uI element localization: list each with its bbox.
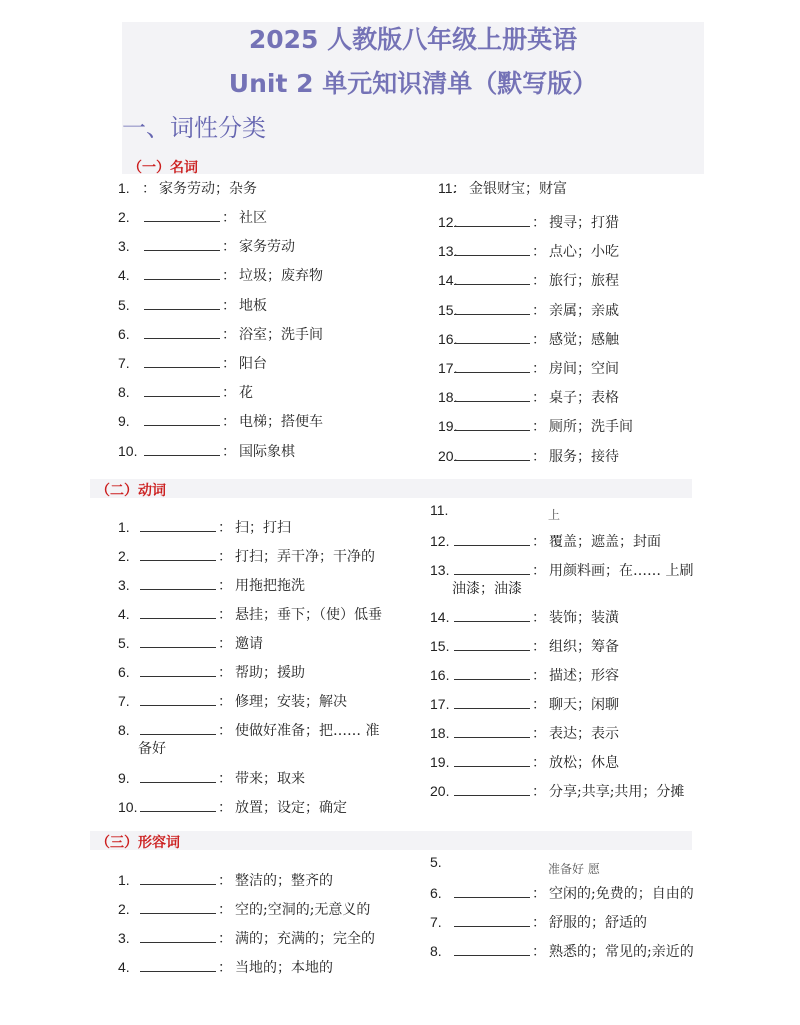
colon: ： <box>218 607 232 623</box>
colon: ： <box>222 385 236 402</box>
item-meaning: 扫；打扫 <box>235 520 291 536</box>
item-meaning: 房间；空间 <box>549 361 619 377</box>
colon: ： <box>532 419 546 436</box>
verb-right-item <box>430 666 619 686</box>
item-meaning: 厕所；洗手间 <box>549 419 633 436</box>
item-number: 4. <box>118 606 130 622</box>
colon: ： <box>218 902 232 918</box>
item-meaning: 花 <box>239 385 253 402</box>
noun-right-item <box>438 242 619 262</box>
item-meaning: 放松；休息 <box>549 755 619 771</box>
item-number: 14. <box>438 272 458 289</box>
item-meaning: 当地的；本地的 <box>235 960 333 976</box>
answer-blank <box>140 958 216 972</box>
colon: ： <box>532 534 546 550</box>
item-number: 15. <box>438 301 458 318</box>
verb-left-item <box>118 663 305 683</box>
item-number: 12. <box>430 533 450 549</box>
colon: ： <box>532 755 546 771</box>
verbs-heading: （二）动词 <box>96 483 166 499</box>
adjectives-band <box>90 831 692 850</box>
adj-left-item <box>118 900 370 920</box>
colon: ： <box>532 273 546 290</box>
colon: ： <box>222 210 236 226</box>
item-number: 2. <box>118 209 130 225</box>
item-number: 18. <box>430 725 450 741</box>
item-number: 3. <box>118 238 130 255</box>
answer-blank <box>140 900 216 914</box>
document-title: 2025 人教版八年级上册英语 <box>248 25 578 54</box>
colon: ： <box>218 694 232 710</box>
item-meaning: 浴室；洗手间 <box>239 326 323 343</box>
verb-right-item <box>430 724 619 744</box>
answer-blank <box>454 213 530 227</box>
item-number: 7. <box>118 693 130 709</box>
adj-right-item <box>430 884 694 904</box>
item-number: 5. <box>430 854 442 870</box>
item-number: 20. <box>438 447 458 464</box>
item-meaning: 垃圾；废弃物 <box>239 268 323 285</box>
colon: ： <box>532 944 546 960</box>
noun-right-item <box>438 359 619 379</box>
adj-left-item <box>118 929 375 949</box>
item-meaning: 感觉；感触 <box>549 331 619 348</box>
verb-left-item <box>118 547 375 567</box>
verb-right-item <box>430 753 619 773</box>
item-meaning: 悬挂；垂下；（使）低垂 <box>235 607 382 623</box>
answer-blank <box>454 666 530 680</box>
item-number: 13. <box>430 562 450 578</box>
colon: ： <box>218 931 232 947</box>
colon: ： <box>532 215 546 231</box>
item-meaning: 熟悉的；常见的;亲近的 <box>549 944 694 960</box>
item-meaning: 电梯；搭便车 <box>239 414 323 431</box>
colon: ： <box>218 960 232 976</box>
item-number: 3. <box>118 930 130 946</box>
answer-blank <box>454 417 530 431</box>
colon: ： <box>218 771 232 787</box>
answer-blank <box>454 695 530 709</box>
colon: ： <box>222 414 236 431</box>
verb-right-item <box>430 501 448 521</box>
noun-right-item <box>438 271 619 291</box>
colon: ： <box>222 443 236 460</box>
item-number: 13. <box>438 243 458 260</box>
noun-right-item <box>438 179 567 199</box>
answer-blank <box>454 608 530 622</box>
item-number: 20. <box>430 783 450 799</box>
answer-blank <box>140 634 216 648</box>
item-meaning: 亲属；亲戚 <box>549 302 619 319</box>
noun-right-item <box>438 388 619 408</box>
item-number: 16. <box>438 330 458 347</box>
item-meaning: 邀请 <box>235 636 263 652</box>
verb-left-item <box>118 798 347 818</box>
answer-blank <box>144 412 220 426</box>
colon: ： <box>532 448 546 465</box>
verb-left-item <box>118 576 305 596</box>
item-meaning: 金银财宝；财富 <box>469 181 567 197</box>
colon: ： <box>532 639 546 655</box>
answer-blank <box>140 547 216 561</box>
item-meaning: 家务劳动；杂务 <box>159 181 257 197</box>
colon: ： <box>452 181 466 197</box>
colon: ： <box>218 873 232 889</box>
item-meaning: 聊天；闲聊 <box>549 697 619 713</box>
verb-left-item <box>118 634 263 654</box>
noun-right-item <box>438 301 619 321</box>
colon: ： <box>218 800 232 816</box>
answer-blank <box>454 301 530 315</box>
answer-blank <box>454 330 530 344</box>
verb-right-item <box>430 782 684 802</box>
cropped-text-fragment: 上 <box>548 508 561 522</box>
colon: ： <box>222 356 236 372</box>
colon: ： <box>218 520 232 536</box>
nouns-heading: （一）名词 <box>128 160 198 176</box>
colon: ： <box>532 244 546 261</box>
item-number: 8. <box>118 384 130 401</box>
item-number: 7. <box>118 355 130 371</box>
answer-blank <box>454 359 530 373</box>
item-meaning: 服务；接待 <box>549 448 619 465</box>
answer-blank <box>454 561 530 575</box>
answer-blank <box>140 721 216 735</box>
colon: ： <box>222 326 236 343</box>
answer-blank <box>454 637 530 651</box>
item-meaning: 修理；安装；解决 <box>235 694 347 710</box>
answer-blank <box>140 518 216 532</box>
item-number: 4. <box>118 267 130 284</box>
noun-left-item <box>118 354 267 374</box>
item-number: 2. <box>118 901 130 917</box>
verb-left-item <box>118 692 347 712</box>
answer-blank <box>144 325 220 339</box>
colon: ： <box>532 331 546 348</box>
item-number: 12. <box>438 214 458 230</box>
item-meaning: 家务劳动 <box>239 239 295 256</box>
verb-right-item <box>430 637 619 657</box>
item-meaning: 空闲的;免费的；自由的 <box>549 886 694 902</box>
answer-blank <box>144 296 220 310</box>
item-meaning: 覆盖；遮盖；封面 <box>549 534 661 550</box>
answer-blank <box>454 242 530 256</box>
noun-left-item <box>118 412 323 432</box>
answer-blank <box>144 354 220 368</box>
item-number: 15. <box>430 638 450 654</box>
adj-right-item <box>430 913 647 933</box>
answer-blank <box>140 605 216 619</box>
answer-blank <box>454 447 530 461</box>
item-meaning: 舒服的；舒适的 <box>549 915 647 931</box>
item-number: 2. <box>118 548 130 564</box>
item-number: 1. <box>118 180 130 196</box>
item-number: 8. <box>118 722 130 738</box>
noun-left-item <box>118 179 257 199</box>
item-number: 9. <box>118 770 130 786</box>
item-number: 11. <box>438 180 457 196</box>
item-meaning-continued: 备好 <box>138 741 166 757</box>
item-meaning: 用颜料画；在…… 上刷 <box>549 563 694 579</box>
colon: ： <box>218 578 232 594</box>
colon: ： <box>218 665 232 681</box>
noun-right-item <box>438 447 619 467</box>
answer-blank <box>144 383 220 397</box>
noun-right-item <box>438 417 633 437</box>
item-meaning: 旅行；旅程 <box>549 273 619 290</box>
answer-blank <box>454 884 530 898</box>
item-number: 10. <box>118 442 138 459</box>
colon: ： <box>532 610 546 626</box>
colon: ： <box>218 549 232 565</box>
answer-blank <box>454 271 530 285</box>
item-meaning: 帮助；援助 <box>235 665 305 681</box>
document-subtitle: Unit 2 单元知识清单（默写版） <box>228 69 598 98</box>
section-heading: 一、词性分类 <box>122 114 266 142</box>
answer-blank <box>140 576 216 590</box>
item-number: 1. <box>118 519 130 535</box>
answer-blank <box>140 692 216 706</box>
item-number: 6. <box>430 885 442 901</box>
item-number: 19. <box>438 418 458 435</box>
answer-blank <box>144 208 220 222</box>
cropped-text-fragment: 准备好 愿 <box>548 862 600 876</box>
answer-blank <box>144 442 220 456</box>
item-number: 5. <box>118 296 130 313</box>
colon: ： <box>532 361 546 377</box>
colon: ： <box>222 239 236 256</box>
item-meaning: 点心；小吃 <box>549 244 619 261</box>
answer-blank <box>140 798 216 812</box>
item-number: 1. <box>118 872 130 888</box>
answer-blank <box>140 871 216 885</box>
noun-left-item <box>118 442 295 462</box>
verb-right-item <box>430 608 619 628</box>
verb-right-item <box>430 695 619 715</box>
item-number: 5. <box>118 635 130 651</box>
item-number: 14. <box>430 609 450 625</box>
verb-left-item <box>118 605 382 625</box>
item-meaning: 国际象棋 <box>239 443 295 460</box>
item-meaning: 社区 <box>239 210 267 226</box>
item-meaning: 阳台 <box>239 356 267 372</box>
verb-left-item <box>118 721 380 757</box>
answer-blank <box>144 237 220 251</box>
item-meaning: 地板 <box>239 297 267 314</box>
adj-left-item <box>118 958 333 978</box>
item-meaning-continued: 油漆；油漆 <box>452 581 522 597</box>
answer-blank <box>140 929 216 943</box>
answer-blank <box>140 769 216 783</box>
colon: ： <box>532 915 546 931</box>
item-meaning: 放置；设定；确定 <box>235 800 347 816</box>
noun-left-item <box>118 237 295 257</box>
noun-right-item <box>438 330 619 350</box>
colon: ： <box>532 697 546 713</box>
noun-right-item <box>438 213 619 233</box>
colon: ： <box>222 297 236 314</box>
noun-left-item <box>118 325 323 345</box>
item-number: 19. <box>430 754 450 770</box>
answer-blank <box>454 913 530 927</box>
item-meaning: 打扫；弄干净；干净的 <box>235 549 375 565</box>
colon: ： <box>532 668 546 684</box>
item-number: 11. <box>430 502 449 518</box>
answer-blank <box>454 942 530 956</box>
noun-left-item <box>118 208 267 228</box>
item-meaning: 用拖把拖洗 <box>235 578 305 594</box>
colon: ： <box>532 886 546 902</box>
noun-left-item <box>118 266 323 286</box>
item-meaning: 桌子；表格 <box>549 390 619 407</box>
item-number: 4. <box>118 959 130 975</box>
answer-blank <box>140 663 216 677</box>
answer-blank <box>454 388 530 402</box>
noun-left-item <box>118 296 267 316</box>
verb-left-item <box>118 769 305 789</box>
item-meaning: 带来；取来 <box>235 771 305 787</box>
verb-left-item <box>118 518 291 538</box>
verb-right-item <box>430 532 661 552</box>
colon: ： <box>532 784 546 800</box>
verb-right-item <box>430 561 694 597</box>
answer-blank <box>454 753 530 767</box>
item-meaning: 描述；形容 <box>549 668 619 684</box>
item-number: 10. <box>118 799 138 815</box>
item-meaning: 使做好准备；把…… 准 <box>235 723 380 739</box>
colon: ： <box>218 723 232 739</box>
item-number: 18. <box>438 389 458 406</box>
answer-blank <box>454 532 530 546</box>
colon: ： <box>218 636 232 652</box>
answer-blank <box>454 724 530 738</box>
adjectives-heading: （三）形容词 <box>96 835 180 851</box>
item-number: 7. <box>430 914 442 930</box>
item-number: 8. <box>430 943 442 959</box>
adj-left-item <box>118 871 333 891</box>
item-meaning: 分享;共享;共用；分摊 <box>549 784 685 800</box>
item-number: 17. <box>430 696 450 712</box>
item-meaning: 表达；表示 <box>549 726 619 742</box>
item-number: 17. <box>438 360 458 376</box>
answer-blank <box>144 266 220 280</box>
item-meaning: 满的；充满的；完全的 <box>235 931 375 947</box>
colon: ： <box>532 302 546 319</box>
item-meaning: 组织；筹备 <box>549 639 619 655</box>
adj-right-item <box>430 942 694 962</box>
item-number: 6. <box>118 664 130 680</box>
item-meaning: 整洁的；整齐的 <box>235 873 333 889</box>
item-number: 6. <box>118 325 130 342</box>
item-number: 16. <box>430 667 450 683</box>
verbs-band <box>90 479 692 498</box>
adj-right-item <box>430 853 442 873</box>
item-meaning: 装饰；装潢 <box>549 610 619 626</box>
colon: ： <box>532 726 546 742</box>
colon: ： <box>532 390 546 407</box>
item-number: 3. <box>118 577 130 593</box>
item-meaning: 搜寻；打猎 <box>549 215 619 231</box>
colon: ： <box>532 563 546 579</box>
colon: ： <box>222 268 236 285</box>
answer-blank <box>454 782 530 796</box>
colon: ： <box>142 181 156 197</box>
item-meaning: 空的;空洞的;无意义的 <box>235 902 371 918</box>
noun-left-item <box>118 383 253 403</box>
item-number: 9. <box>118 413 130 430</box>
